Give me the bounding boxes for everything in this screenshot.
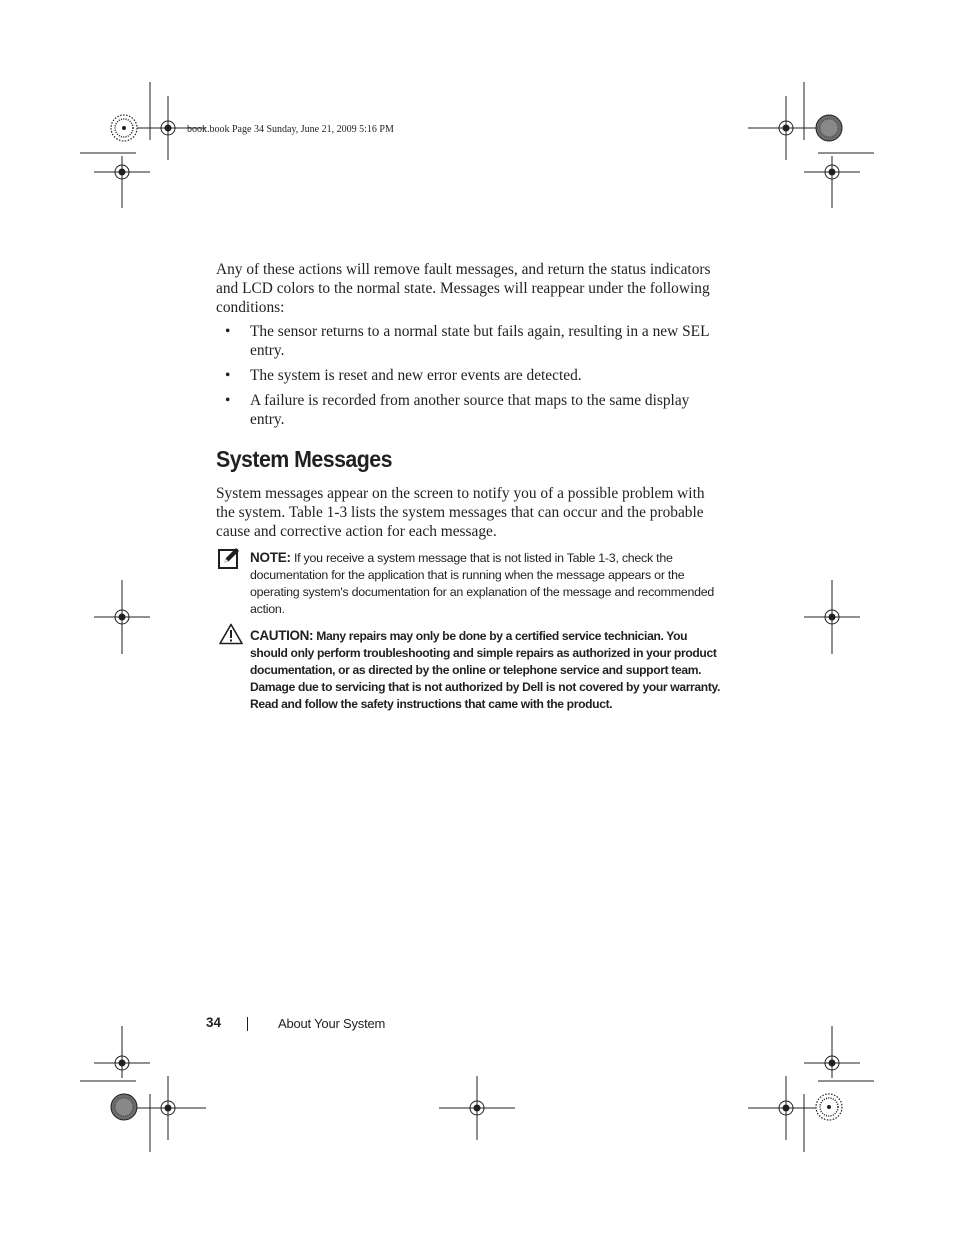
section-heading: System Messages xyxy=(216,446,392,472)
list-item: • The sensor returns to a normal state but fails again, resulting in a new SEL entry. xyxy=(225,323,709,359)
warning-triangle-icon xyxy=(219,623,243,645)
print-slug: book.book Page 34 Sunday, June 21, 2009 5:16 PM xyxy=(187,124,394,135)
intro-paragraph: Any of these actions will remove fault messages, and return the status indicators and LCD colors to the normal state. Messages will reappear under the following conditions: xyxy=(216,261,711,316)
caution-callout xyxy=(250,627,720,713)
note-label: NOTE: xyxy=(250,550,291,565)
list-item: • A failure is recorded from another source that maps to the same display entry. xyxy=(225,392,690,428)
pencil-note-icon xyxy=(218,547,240,569)
bullet-glyph: • xyxy=(225,367,231,384)
note-body: If you receive a system message that is not listed in Table 1-3, check the documentation for the application that is running when the message appears or the operating system's documentation for an explanation of the message and recommended action. xyxy=(250,551,715,616)
bullet-glyph: • xyxy=(225,323,231,340)
running-footer-title: About Your System xyxy=(278,1016,386,1031)
footer-divider xyxy=(247,1017,248,1031)
section-paragraph: System messages appear on the screen to notify you of a possible problem with the system. Table 1-3 lists the system messages that can occur and the probable cause and corrective action for each message. xyxy=(216,485,705,540)
page-number: 34 xyxy=(206,1015,222,1030)
caution-label: CAUTION: xyxy=(250,628,314,643)
note-callout xyxy=(250,549,720,618)
list-item: • The system is reset and new error events are detected. xyxy=(225,367,582,384)
caution-body: Many repairs may only be done by a certified service technician. You should only perform troubleshooting and simple repairs as authorized in your product documentation, or as directed by the online or telephone service and support team. Damage due to servicing that is not authorized by Dell is not covered by your warranty. Read and follow the safety instructions that came with the product. xyxy=(250,629,720,711)
bullet-glyph: • xyxy=(225,392,231,409)
crosshair-targets xyxy=(94,96,860,1140)
conditions-list xyxy=(216,322,716,435)
